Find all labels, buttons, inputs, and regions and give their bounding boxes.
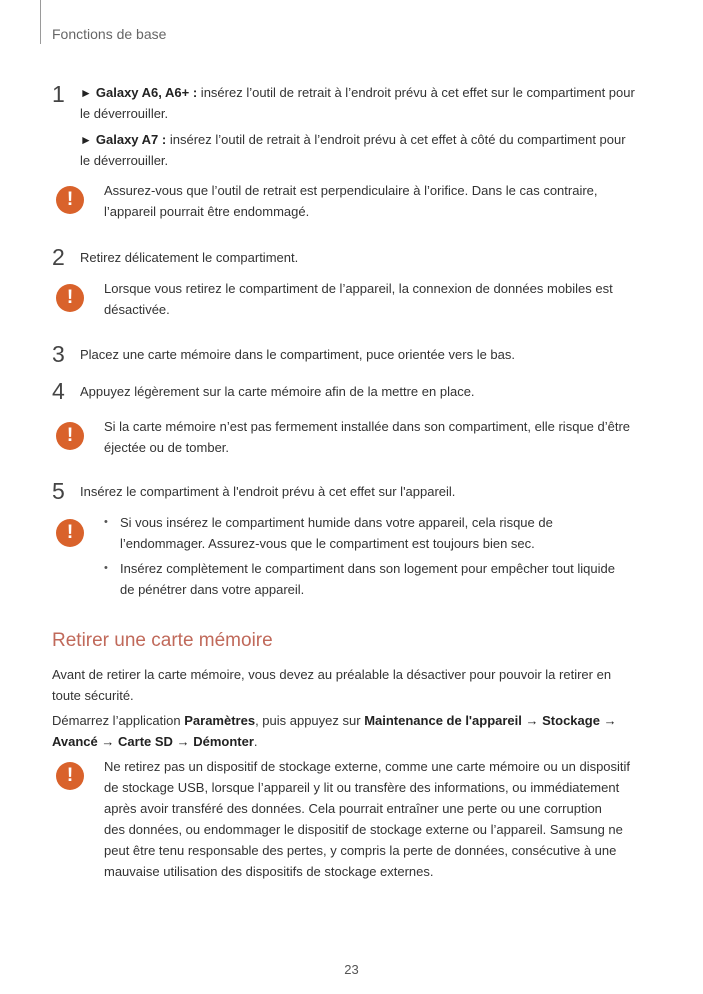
step-number-3: 3 (52, 341, 65, 367)
settings-path-l1: Démarrez l’application Paramètres, puis appuyez sur Maintenance de l'appareil → Stockage → (52, 713, 617, 728)
warning-icon: ! (56, 519, 84, 547)
warning-4-l2: éjectée ou de tomber. (104, 440, 230, 455)
step-4-text: Appuyez légèrement sur la carte mémoire afin de la mettre en place. (80, 384, 475, 399)
step-3-text: Placez une carte mémoire dans le compartiment, puce orientée vers le bas. (80, 347, 515, 362)
page-number: 23 (344, 962, 359, 977)
menu-sd-card: Carte SD (118, 734, 173, 749)
warning-4-l1: Si la carte mémoire n’est pas fermement installée dans son compartiment, elle risque d’être (104, 419, 631, 434)
menu-advanced: Avancé (52, 734, 98, 749)
step-number-5: 5 (52, 478, 65, 504)
step-number-1: 1 (52, 81, 65, 107)
section-header: Fonctions de base (52, 26, 167, 42)
warning-2-l2: désactivée. (104, 302, 170, 317)
step-2-text: Retirez délicatement le compartiment. (80, 250, 299, 265)
warning-5-b2-l2: de pénétrer dans votre appareil. (120, 582, 305, 597)
final-warning-l4: des données, ou endommager le dispositif de stockage externe ou l’appareil. Samsung ne (104, 822, 623, 837)
header-divider (40, 0, 41, 44)
menu-storage: Stockage (542, 713, 600, 728)
final-warning-l6: mauvaise utilisation des dispositifs de stockage externes. (104, 864, 434, 879)
warning-5-b2-l1: Insérez complètement le compartiment dans son logement pour empêcher tout liquide (120, 561, 615, 576)
step-1-b-cont: le déverrouiller. (80, 153, 169, 168)
step-1-b-label: Galaxy A7 : (95, 132, 167, 147)
step-1-a-label: Galaxy A6, A6+ : (95, 85, 198, 100)
final-warning-l5: peut être tenu responsable des pertes, y compris la perte de données, consécutive à une (104, 843, 617, 858)
arrow-icon: → (603, 713, 617, 728)
step-5-text: Insérez le compartiment à l'endroit prévu à cet effet sur l'appareil. (80, 484, 456, 499)
step-1-a: ► Galaxy A6, A6+ : insérez l’outil de retrait à l’endroit prévu à cet effet sur le compartiment pour (80, 85, 635, 100)
app-settings: Paramètres (184, 713, 256, 728)
intro-l1: Avant de retirer la carte mémoire, vous devez au préalable la désactiver pour pouvoir la retirer en (52, 667, 612, 682)
warning-1-l2: l’appareil pourrait être endommagé. (104, 204, 310, 219)
bullet-icon: • (104, 562, 108, 574)
final-warning-l3: après avoir transféré des données. Cela pourrait entraîner une perte ou une corruption (104, 801, 602, 816)
menu-device-maintenance: Maintenance de l'appareil (364, 713, 522, 728)
step-number-4: 4 (52, 378, 65, 404)
arrow-icon: → (101, 734, 115, 749)
warning-2-l1: Lorsque vous retirez le compartiment de l’appareil, la connexion de données mobiles est (104, 281, 613, 296)
warning-5-b1-l1: Si vous insérez le compartiment humide dans votre appareil, cela risque de (120, 515, 553, 530)
section-title: Retirer une carte mémoire (52, 630, 273, 651)
warning-icon: ! (56, 284, 84, 312)
triangle-icon: ► (80, 86, 92, 100)
warning-5-b1-l2: l’endommager. Assurez-vous que le compartiment est toujours bien sec. (120, 536, 535, 551)
triangle-icon: ► (80, 133, 92, 147)
menu-unmount: Démonter (193, 734, 254, 749)
final-warning-l1: Ne retirez pas un dispositif de stockage externe, comme une carte mémoire ou un dispositif (104, 759, 631, 774)
step-1-b: ► Galaxy A7 : insérez l’outil de retrait à l’endroit prévu à cet effet à côté du compartiment pour (80, 132, 626, 147)
final-warning-l2: de stockage USB, lorsque l’appareil y lit ou transfère des informations, ou immédiatement (104, 780, 620, 795)
warning-icon: ! (56, 186, 84, 214)
step-number-2: 2 (52, 244, 65, 270)
bullet-icon: • (104, 516, 108, 528)
arrow-icon: → (525, 713, 539, 728)
settings-path-l2: Avancé → Carte SD → Démonter. (52, 734, 258, 749)
arrow-icon: → (176, 734, 190, 749)
step-1-a-cont: le déverrouiller. (80, 106, 169, 121)
intro-l2: toute sécurité. (52, 688, 134, 703)
warning-icon: ! (56, 422, 84, 450)
warning-1-l1: Assurez-vous que l’outil de retrait est perpendiculaire à l’orifice. Dans le cas contraire, (104, 183, 598, 198)
warning-icon: ! (56, 762, 84, 790)
